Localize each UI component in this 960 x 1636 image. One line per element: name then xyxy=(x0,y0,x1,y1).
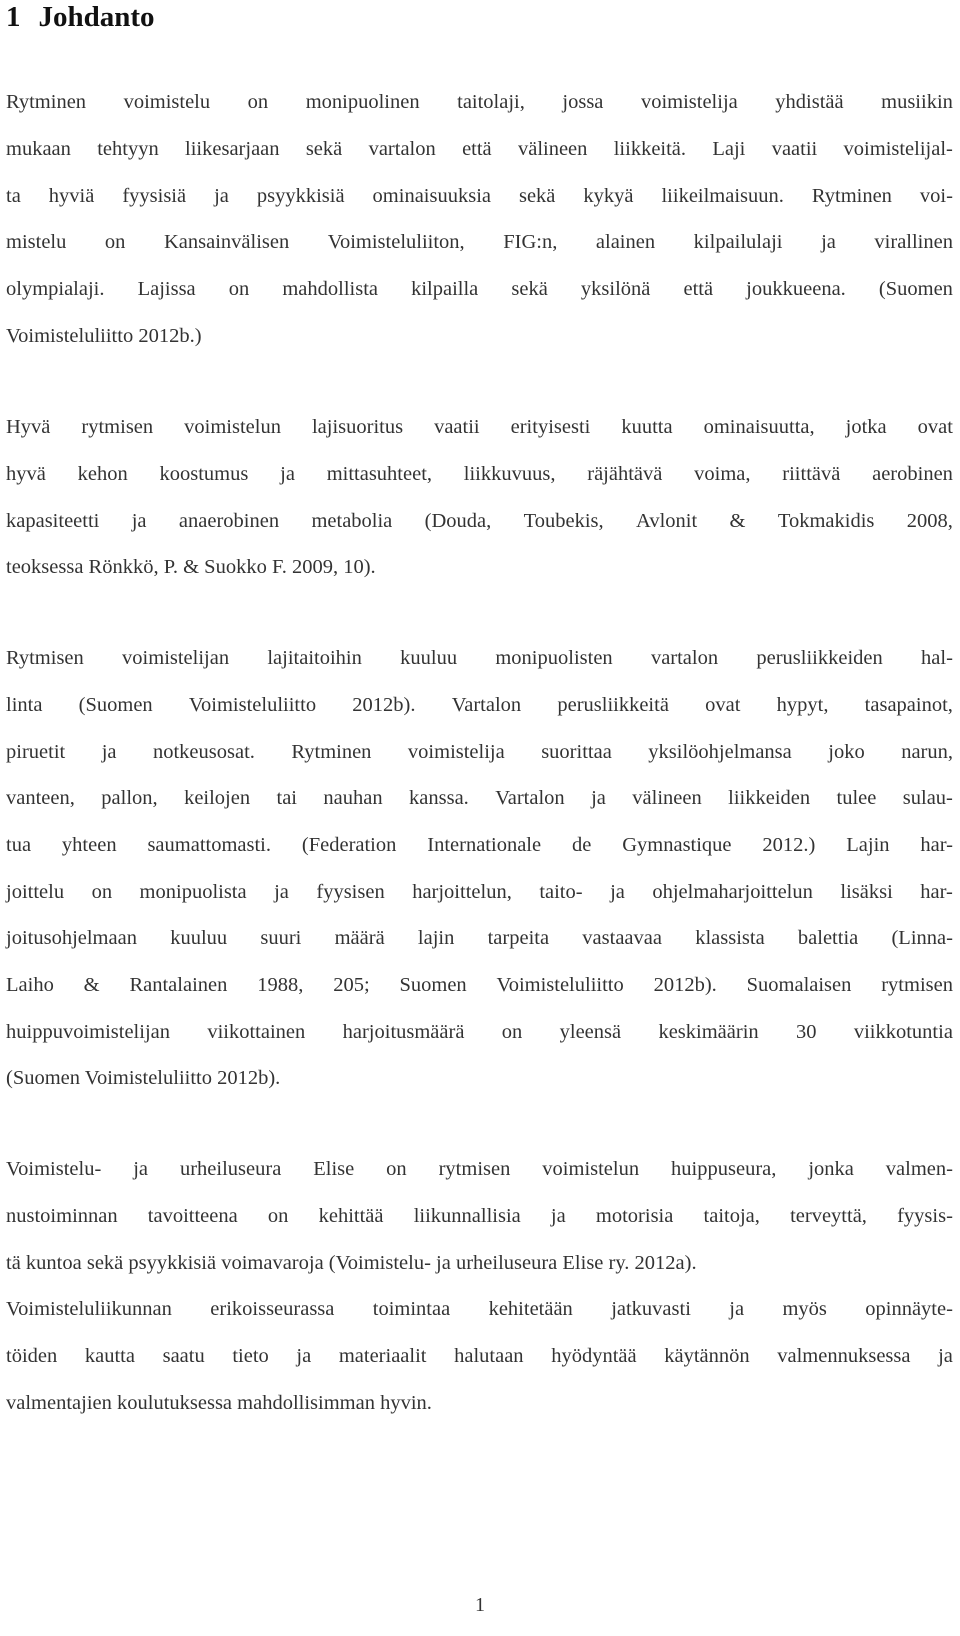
paragraph-3-line-2: linta (Suomen Voimisteluliitto 2012b). Vartalon perusliikkeitä ovat hypyt, tasapainot, xyxy=(6,694,953,716)
paragraph-3-line-9: huippuvoimistelijan viikottainen harjoitusmäärä on yleensä keskimäärin 30 viikkotuntia xyxy=(6,1021,953,1043)
paragraph-4-line-1: Voimistelu- ja urheiluseura Elise on rytmisen voimistelun huippuseura, jonka valmen- xyxy=(6,1158,953,1180)
chapter-title: Johdanto xyxy=(38,1,155,33)
paragraph-1-line-6: Voimisteluliitto 2012b.) xyxy=(6,325,202,347)
paragraph-4-line-3: tä kuntoa sekä psyykkisiä voimavaroja (Voimistelu- ja urheiluseura Elise ry. 2012a). xyxy=(6,1252,697,1274)
paragraph-3-line-7: joitusohjelmaan kuuluu suuri määrä lajin tarpeita vastaavaa klassista balettia (Linna- xyxy=(6,927,953,949)
paragraph-2-line-1: Hyvä rytmisen voimistelun lajisuoritus vaatii erityisesti kuutta ominaisuutta, jotka ovat xyxy=(6,416,953,438)
chapter-heading xyxy=(6,0,155,34)
paragraph-1-line-1: Rytminen voimistelu on monipuolinen taitolaji, jossa voimistelija yhdistää musiikin xyxy=(6,91,953,113)
paragraph-1-line-3: ta hyviä fyysisiä ja psyykkisiä ominaisuuksia sekä kykyä liikeilmaisuun. Rytminen voi- xyxy=(6,185,953,207)
paragraph-2-line-4: teoksessa Rönkkö, P. & Suokko F. 2009, 10). xyxy=(6,556,376,578)
paragraph-4-line-6: valmentajien koulutuksessa mahdollisimman hyvin. xyxy=(6,1392,432,1414)
paragraph-3-line-3: piruetit ja notkeusosat. Rytminen voimistelija suorittaa yksilöohjelmansa joko narun, xyxy=(6,741,953,763)
paragraph-4-line-5: töiden kautta saatu tieto ja materiaalit halutaan hyödyntää käytännön valmennuksessa ja xyxy=(6,1345,953,1367)
paragraph-3-line-5: tua yhteen saumattomasti. (Federation Internationale de Gymnastique 2012.) Lajin har- xyxy=(6,834,953,856)
paragraph-1-line-5: olympialaji. Lajissa on mahdollista kilpailla sekä yksilönä että joukkueena. (Suomen xyxy=(6,278,953,300)
paragraph-1-line-2: mukaan tehtyyn liikesarjaan sekä vartalon että välineen liikkeitä. Laji vaatii voimistelijal- xyxy=(6,138,953,160)
paragraph-3-line-10: (Suomen Voimisteluliitto 2012b). xyxy=(6,1067,281,1089)
paragraph-4-line-4: Voimisteluliikunnan erikoisseurassa toimintaa kehitetään jatkuvasti ja myös opinnäyte- xyxy=(6,1298,953,1320)
paragraph-3-line-1: Rytmisen voimistelijan lajitaitoihin kuuluu monipuolisten vartalon perusliikkeiden hal- xyxy=(6,647,953,669)
paragraph-3-line-4: vanteen, pallon, keilojen tai nauhan kanssa. Vartalon ja välineen liikkeiden tulee sulau- xyxy=(6,787,953,809)
paragraph-3-line-6: joittelu on monipuolista ja fyysisen harjoittelun, taito- ja ohjelmaharjoittelun lisäksi har- xyxy=(6,881,953,903)
page-number: 1 xyxy=(475,1594,485,1616)
chapter-number: 1 xyxy=(6,1,21,33)
paragraph-2-line-2: hyvä kehon koostumus ja mittasuhteet, liikkuvuus, räjähtävä voima, riittävä aerobinen xyxy=(6,463,953,485)
paragraph-3-line-8: Laiho & Rantalainen 1988, 205; Suomen Voimisteluliitto 2012b). Suomalaisen rytmisen xyxy=(6,974,953,996)
paragraph-4-line-2: nustoiminnan tavoitteena on kehittää liikunnallisia ja motorisia taitoja, terveyttä, fyysis- xyxy=(6,1205,953,1227)
paragraph-2-line-3: kapasiteetti ja anaerobinen metabolia (Douda, Toubekis, Avlonit & Tokmakidis 2008, xyxy=(6,510,953,532)
paragraph-1-line-4: mistelu on Kansainvälisen Voimisteluliiton, FIG:n, alainen kilpailulaji ja virallinen xyxy=(6,231,953,253)
